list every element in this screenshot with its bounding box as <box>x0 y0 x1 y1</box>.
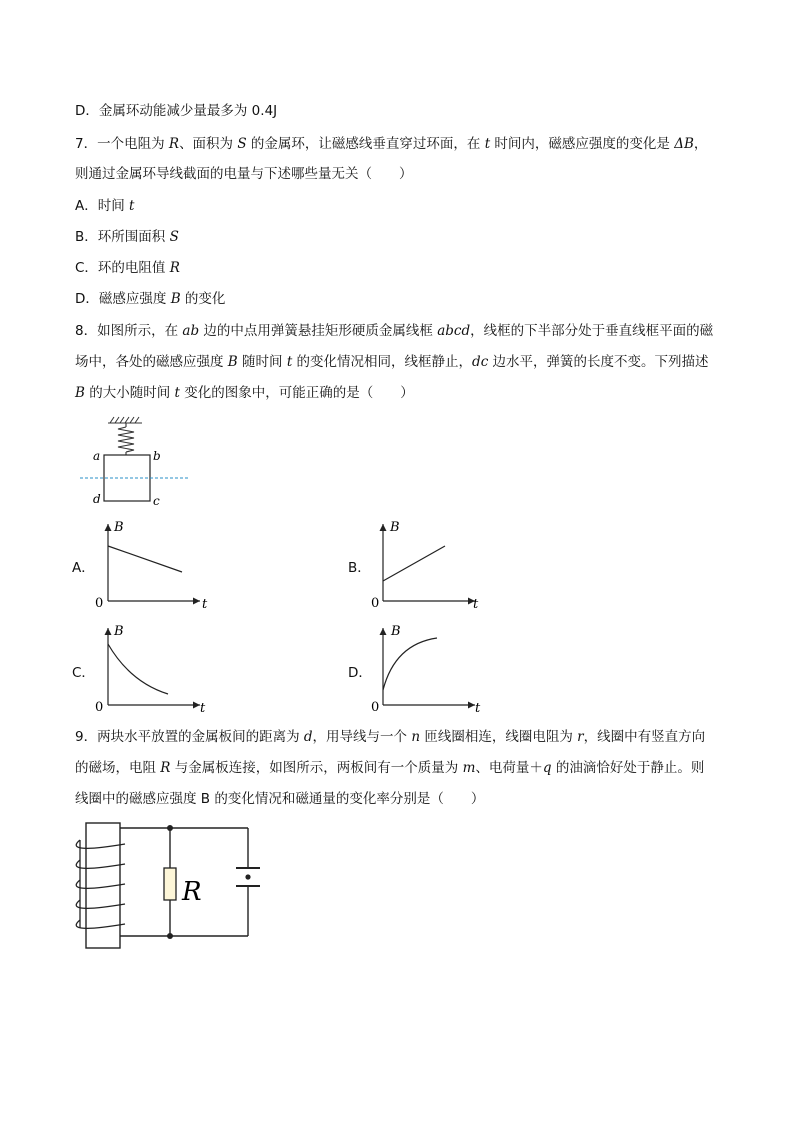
ceiling-hatch <box>108 417 142 423</box>
axis-x-label: t <box>475 701 481 716</box>
q8-graph-c <box>90 622 215 717</box>
resistor <box>164 868 176 900</box>
q8-option-d-label: D． <box>348 665 372 681</box>
q8-option-c-label: C． <box>72 665 95 681</box>
oil-droplet <box>245 874 250 879</box>
q8-option-a-label: A． <box>72 560 95 576</box>
q8-stem-line1: 8．如图所示，在 ab 边的中点用弹簧悬挂矩形硬质金属线框 abcd，线框的下半部分处于垂直线框平面的磁 <box>75 323 714 339</box>
junction-bottom <box>167 933 173 939</box>
q9-circuit-figure <box>70 818 270 953</box>
curve-increasing-concave <box>383 638 437 690</box>
q7-stem-line1: 7．一个电阻为 R、面积为 S 的金属环，让磁感线垂直穿过环面，在 t 时间内，磁感应强度的变化是 ΔB， <box>75 136 708 152</box>
junction-top <box>167 825 173 831</box>
q6-option-d: D．金属环动能减少量最多为 0.4J <box>75 103 278 119</box>
origin-label: 0 <box>95 700 104 715</box>
axis-y-label: B <box>114 624 124 639</box>
origin-label: 0 <box>95 596 104 611</box>
q8-graph-b <box>365 518 490 613</box>
q9-stem-line3: 线圈中的磁感应强度 B 的变化情况和磁通量的变化率分别是（ ） <box>75 791 485 807</box>
curve-increasing-linear <box>383 546 445 581</box>
q8-stem-line2: 场中，各处的磁感应强度 B 随时间 t 的变化情况相同，线框静止，dc 边水平，弹簧的长度不变。下列描述 <box>75 354 709 370</box>
axis-y-label: B <box>114 520 124 535</box>
label-b: b <box>153 449 161 463</box>
label-a: a <box>93 449 101 463</box>
curve-decreasing-convex <box>108 644 168 694</box>
q8-frame-figure <box>80 415 200 510</box>
label-d: d <box>93 492 101 506</box>
curve-decreasing-linear <box>108 546 182 572</box>
q7-option-a: A．时间 t <box>75 198 135 214</box>
origin-label: 0 <box>371 596 380 611</box>
q7-option-b: B．环所围面积 S <box>75 229 179 245</box>
q7-option-d: D．磁感应强度 B 的变化 <box>75 291 226 307</box>
q7-stem-line2: 则通过金属环导线截面的电量与下述哪些量无关（ ） <box>75 166 413 182</box>
q8-graph-d <box>365 622 490 717</box>
q9-stem-line1: 9．两块水平放置的金属板间的距离为 d，用导线与一个 n 匝线圈相连，线圈电阻为 r，线圈中有竖直方向 <box>75 729 706 745</box>
label-c: c <box>153 494 160 508</box>
axis-x-label: t <box>200 701 206 716</box>
q8-graph-a <box>90 518 215 613</box>
origin-label: 0 <box>371 700 380 715</box>
q8-stem-line3: B 的大小随时间 t 变化的图象中，可能正确的是（ ） <box>75 385 414 401</box>
axis-y-label: B <box>390 520 400 535</box>
axis-x-label: t <box>473 597 479 612</box>
spring <box>118 423 134 455</box>
q7-option-c: C．环的电阻值 R <box>75 260 180 276</box>
axis-x-label: t <box>202 597 208 612</box>
q9-stem-line2: 的磁场，电阻 R 与金属板连接，如图所示，两板间有一个质量为 m、电荷量＋q 的油滴恰好处于静止。则 <box>75 760 705 776</box>
axis-y-label: B <box>391 624 401 639</box>
resistor-label: R <box>182 877 202 907</box>
q8-option-b-label: B． <box>348 560 371 576</box>
